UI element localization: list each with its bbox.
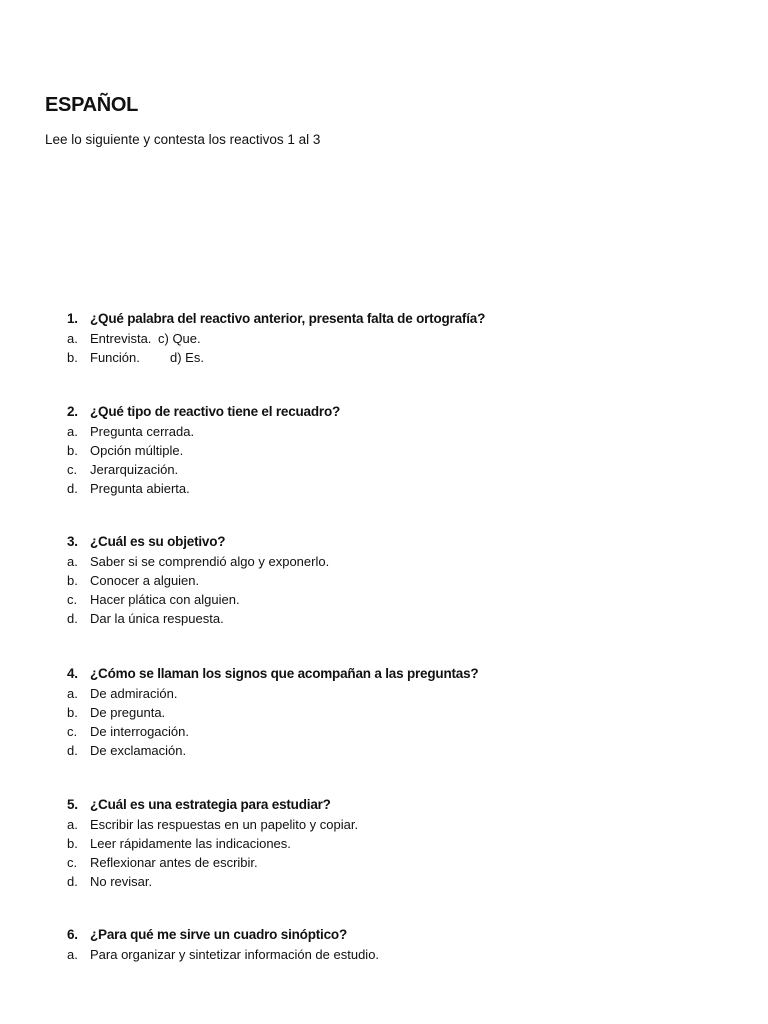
option-letter: c. [67, 724, 78, 739]
option-letter: a. [67, 554, 78, 569]
question-heading [0, 664, 768, 684]
question-4 [0, 664, 768, 760]
option-letter: c. [67, 855, 78, 870]
option-text: De interrogación. [90, 724, 189, 739]
question-heading [0, 309, 768, 329]
answer-option [0, 441, 768, 460]
question-heading [0, 925, 768, 945]
option-text: Reflexionar antes de escribir. [90, 855, 258, 870]
question-text: ¿Para qué me sirve un cuadro sinóptico? [90, 927, 348, 942]
option-text: Dar la única respuesta. [90, 611, 224, 626]
answer-option [0, 422, 768, 441]
option-letter: b. [67, 836, 78, 851]
answer-option [0, 684, 768, 703]
answer-option [0, 329, 768, 348]
option-text: Saber si se comprendió algo y exponerlo. [90, 554, 330, 569]
answer-option [0, 741, 768, 760]
question-number: 3. [67, 534, 78, 549]
option-text: No revisar. [90, 874, 153, 889]
option-letter: a. [67, 686, 78, 701]
answer-option [0, 815, 768, 834]
answer-option [0, 571, 768, 590]
option-text: Pregunta abierta. [90, 481, 190, 496]
option-letter: d. [67, 611, 78, 626]
question-3 [0, 532, 768, 628]
question-text: ¿Qué tipo de reactivo tiene el recuadro? [90, 404, 341, 419]
answer-option [0, 590, 768, 609]
option-text-second-column: c) Que. [158, 331, 201, 346]
option-letter: c. [67, 462, 78, 477]
questions-list [0, 309, 768, 964]
option-text: De pregunta. [90, 705, 166, 720]
answer-option [0, 872, 768, 891]
option-letter: a. [67, 424, 78, 439]
answer-option [0, 853, 768, 872]
question-text: ¿Cómo se llaman los signos que acompañan a las preguntas? [90, 666, 479, 681]
option-text: Leer rápidamente las indicaciones. [90, 836, 291, 851]
answer-option [0, 348, 768, 367]
answer-option [0, 460, 768, 479]
option-letter: b. [67, 705, 78, 720]
question-heading [0, 532, 768, 552]
question-text: ¿Cuál es su objetivo? [90, 534, 226, 549]
option-text-second-column: d) Es. [170, 350, 204, 365]
option-text: De admiración. [90, 686, 178, 701]
option-text: Jerarquización. [90, 462, 179, 477]
question-number: 2. [67, 404, 78, 419]
option-letter: a. [67, 947, 78, 962]
option-text: Pregunta cerrada. [90, 424, 195, 439]
question-heading [0, 795, 768, 815]
answer-option [0, 945, 768, 964]
question-text: ¿Qué palabra del reactivo anterior, presenta falta de ortografía? [90, 311, 486, 326]
option-letter: b. [67, 443, 78, 458]
option-text: Función. [90, 350, 140, 365]
option-text: Para organizar y sintetizar información de estudio. [90, 947, 380, 962]
option-letter: a. [67, 817, 78, 832]
option-letter: d. [67, 743, 78, 758]
option-text: Opción múltiple. [90, 443, 184, 458]
question-6 [0, 925, 768, 964]
answer-option [0, 834, 768, 853]
question-2 [0, 402, 768, 498]
question-5 [0, 795, 768, 891]
option-letter: c. [67, 592, 78, 607]
option-letter: b. [67, 573, 78, 588]
option-text: Escribir las respuestas en un papelito y copiar. [90, 817, 359, 832]
option-letter: d. [67, 481, 78, 496]
question-number: 4. [67, 666, 78, 681]
option-text: Hacer plática con alguien. [90, 592, 240, 607]
option-text: Entrevista. [90, 331, 152, 346]
question-number: 6. [67, 927, 78, 942]
option-letter: b. [67, 350, 78, 365]
answer-option [0, 722, 768, 741]
answer-option [0, 703, 768, 722]
question-number: 5. [67, 797, 78, 812]
page-title: ESPAÑOL [45, 94, 139, 116]
question-heading [0, 402, 768, 422]
option-text: Conocer a alguien. [90, 573, 200, 588]
answer-option [0, 552, 768, 571]
instructions-text: Lee lo siguiente y contesta los reactivos 1 al 3 [45, 132, 321, 147]
question-number: 1. [67, 311, 78, 326]
question-text: ¿Cuál es una estrategia para estudiar? [90, 797, 331, 812]
answer-option [0, 609, 768, 628]
option-letter: a. [67, 331, 78, 346]
question-1 [0, 309, 768, 367]
answer-option [0, 479, 768, 498]
option-text: De exclamación. [90, 743, 187, 758]
option-letter: d. [67, 874, 78, 889]
